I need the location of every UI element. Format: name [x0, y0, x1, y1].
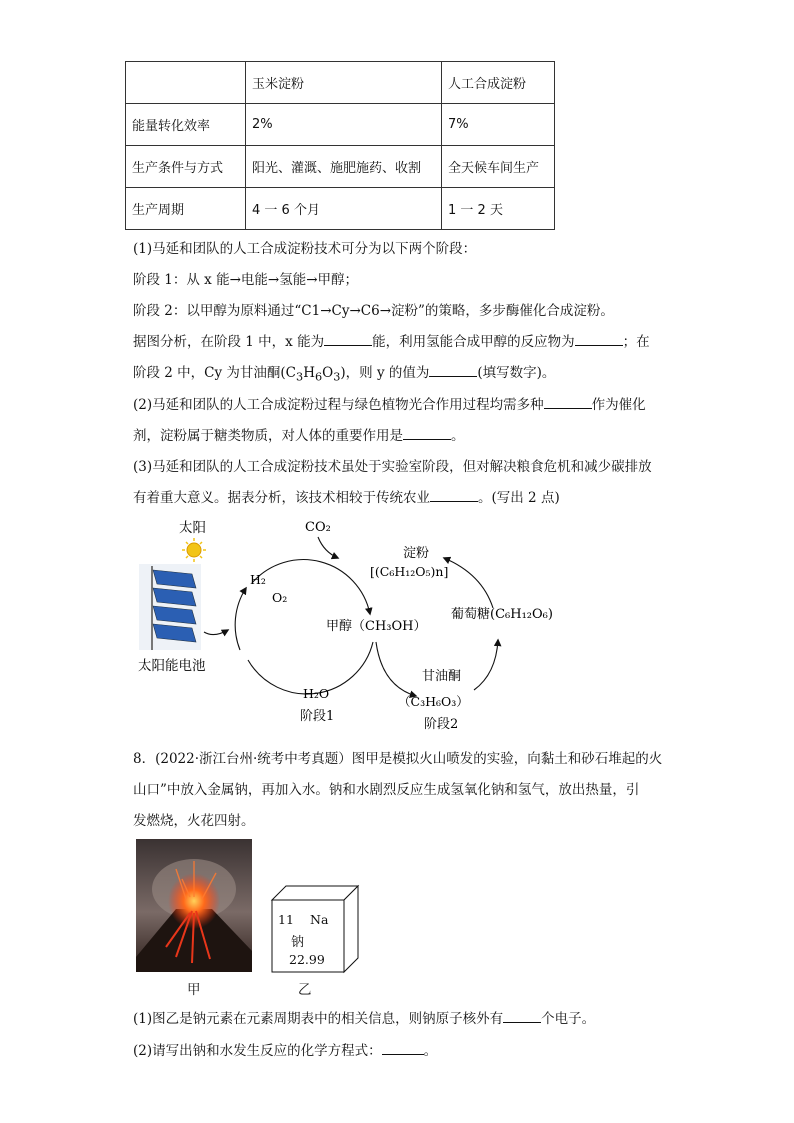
table-row	[126, 146, 555, 188]
comparison-table	[125, 61, 555, 230]
starch-label: 淀粉	[403, 546, 430, 561]
element-symbol: Na	[310, 912, 329, 927]
q7-question-line: 阶段 2 中，Cy 为甘油酮$(C_3H_6O_3)$，则 y 的值为 (填写数字)。	[133, 365, 556, 384]
cycle-arrow	[376, 642, 416, 696]
starch-synthesis-diagram	[0, 510, 794, 740]
q8-part2-line: (2)请写出钠和水发生反应的化学方程式： 。	[133, 1043, 438, 1059]
answer-blank[interactable]	[429, 364, 477, 377]
glycerone-label: 甘油酮	[422, 669, 462, 684]
cycle-arrow	[235, 588, 246, 650]
table-cell: 4 一 6 个月	[246, 188, 442, 230]
solar-cell-label: 太阳能电池	[138, 658, 206, 674]
answer-blank[interactable]	[430, 489, 478, 502]
co2-arrow	[318, 537, 338, 558]
element-number: 11	[278, 912, 294, 927]
q8-text-line: 山口”中放入金属钠，再加入水。钠和水剧烈反应生成氢氧化钠和氢气，放出热量，引	[133, 782, 640, 798]
table-header-cell: 人工合成淀粉	[442, 62, 555, 104]
table-row	[126, 188, 555, 230]
table-cell: 1 一 2 天	[442, 188, 555, 230]
answer-blank[interactable]	[544, 396, 592, 409]
element-mass: 22.99	[289, 952, 325, 967]
q7-part2-line: (2)马延和团队的人工合成淀粉过程与绿色植物光合作用过程均需多种 作为催化	[133, 397, 646, 413]
stage2-label: 阶段2	[424, 717, 459, 732]
cycle-arrow	[474, 640, 498, 690]
q8-part1-line: (1)图乙是钠元素在元素周期表中的相关信息，则钠原子核外有 个电子。	[133, 1011, 596, 1027]
h2-label: H₂	[250, 572, 266, 587]
table-header-cell: 玉米淀粉	[246, 62, 442, 104]
co2-label: CO₂	[305, 520, 331, 535]
q7-stage1-text: 阶段 1：从 x 能→电能→氢能→甲醇；	[133, 272, 359, 288]
cycle-arrow	[444, 558, 493, 608]
table-cell: 7%	[442, 104, 555, 146]
energy-arrow	[204, 630, 228, 635]
q7-stage2-text: 阶段 2：以甲醇为原料通过“C1→Cy→C6→淀粉”的策略，多步酶催化合成淀粉。	[133, 303, 614, 319]
q7-part3-line: (3)马延和团队的人工合成淀粉技术虽处于实验室阶段，但对解决粮食危机和减少碳排放	[133, 459, 652, 475]
answer-blank[interactable]	[382, 1042, 424, 1055]
table-row	[126, 104, 555, 146]
stage1-label: 阶段1	[300, 709, 335, 724]
element-name: 钠	[291, 935, 305, 950]
table-cell: 全天候车间生产	[442, 146, 555, 188]
o2-label: O₂	[272, 590, 288, 605]
table-header-row	[126, 62, 555, 104]
table-cell: 2%	[246, 104, 442, 146]
q7-part1-intro: (1)马延和团队的人工合成淀粉技术可分为以下两个阶段：	[133, 241, 477, 257]
table-cell: 能量转化效率	[126, 104, 246, 146]
answer-blank[interactable]	[575, 333, 623, 346]
table-header-cell	[126, 62, 246, 104]
table-cell: 阳光、灌溉、施肥施药、收割	[246, 146, 442, 188]
q7-question-line: 据图分析，在阶段 1 中，x 能为 能，利用氢能合成甲醇的反应物为 ；在	[133, 334, 650, 350]
answer-blank[interactable]	[503, 1010, 541, 1023]
starch-formula: [(C₆H₁₂O₅)n]	[370, 564, 449, 579]
cycle-arrow	[252, 560, 370, 614]
image-caption-jia: 甲	[187, 982, 201, 998]
methanol-label: 甲醇（CH₃OH）	[326, 619, 427, 634]
sun-label: 太阳	[179, 520, 206, 536]
image-caption-yi: 乙	[298, 982, 312, 998]
answer-blank[interactable]	[403, 427, 451, 440]
q7-part3-line: 有着重大意义。据表分析，该技术相较于传统农业 。(写出 2 点)	[133, 490, 560, 506]
table-cell: 生产周期	[126, 188, 246, 230]
h2o-label: H₂O	[303, 686, 330, 701]
sun-icon	[182, 538, 206, 562]
answer-blank[interactable]	[324, 333, 372, 346]
solar-panel-icon	[139, 564, 201, 650]
q8-text-line: 发燃烧，火花四射。	[133, 813, 255, 829]
q8-text-line: 8．(2022·浙江台州·统考中考真题）图甲是模拟火山喷发的实验，向黏土和砂石堆起的火	[133, 751, 663, 767]
table-cell: 生产条件与方式	[126, 146, 246, 188]
glycerone-formula: （C₃H₆O₃）	[398, 694, 469, 709]
q7-part2-line: 剂，淀粉属于糖类物质，对人体的重要作用是 。	[133, 428, 465, 444]
glucose-label: 葡萄糖(C₆H₁₂O₆)	[451, 607, 553, 622]
volcano-image	[136, 839, 252, 972]
